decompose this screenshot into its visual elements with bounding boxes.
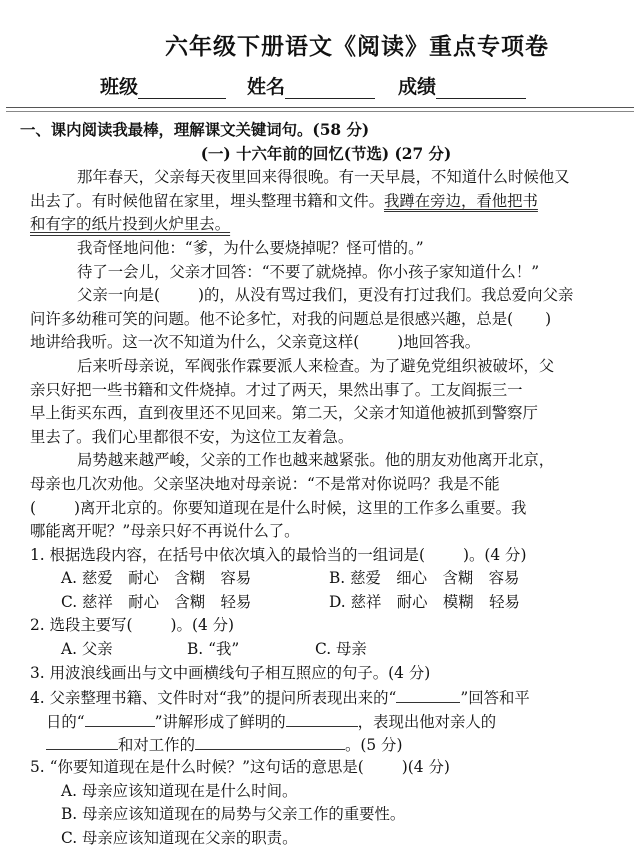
passage-text: 问许多幼稚可笑的问题。他不论多忙，对我的问题总是很感兴趣，总是( xyxy=(30,309,514,328)
passage-line xyxy=(30,497,622,521)
option-b[interactable]: B. 慈爱 细心 含糊 容易 xyxy=(329,569,520,588)
class-label: 班级 xyxy=(100,76,139,98)
score-field xyxy=(398,72,526,99)
passage-line: 亲只好把一些书籍和文件烧掉。才过了两天，果然出事了。工友阎振三一 xyxy=(30,380,523,399)
name-blank[interactable] xyxy=(285,78,375,99)
passage-line xyxy=(30,213,622,237)
question-4-cont xyxy=(30,709,622,733)
question-text: )。(4 分) xyxy=(462,545,527,564)
fill-blank[interactable] xyxy=(85,709,155,727)
question-text: 2. 选段主要写( xyxy=(30,616,133,635)
fill-blank[interactable] xyxy=(46,732,118,750)
question-text: 5. “你要知道现在是什么时候？”这句话的意思是( xyxy=(30,758,364,777)
passage-line: 局势越来越严峻，父亲的工作也越来越紧张。他的朋友劝他离开北京， xyxy=(77,451,555,470)
fill-blank[interactable] xyxy=(195,732,345,750)
passage-line xyxy=(30,284,622,308)
underlined-sentence: 和有字的纸片投到火炉里去。 xyxy=(30,215,231,234)
question-text: 日的“ xyxy=(46,712,85,731)
exam-content xyxy=(20,119,622,850)
question-1 xyxy=(30,544,622,568)
passage-text: ( xyxy=(30,498,37,517)
option-c[interactable]: C. 慈祥 耐心 含糊 轻易 xyxy=(61,592,252,611)
option-b[interactable]: B. “我” xyxy=(187,640,240,659)
question-text: )(4 分) xyxy=(401,758,450,777)
passage-text: )离开北京的。你要知道现在是什么时候，这里的工作多么重要。我 xyxy=(74,498,527,517)
option-c[interactable]: C. 母亲 xyxy=(315,640,367,659)
name-field xyxy=(247,72,375,99)
passage-line xyxy=(30,190,622,214)
passage-line xyxy=(30,331,622,355)
question-text: )。(4 分) xyxy=(170,616,235,635)
option-a[interactable]: A. 父亲 xyxy=(61,640,113,659)
option-c[interactable]: C. 母亲应该知道现在父亲的职责。 xyxy=(61,828,298,847)
underlined-sentence: 我蹲在旁边，看他把书 xyxy=(384,191,538,210)
score-blank[interactable] xyxy=(436,78,526,99)
option-d[interactable]: D. 慈祥 耐心 模糊 轻易 xyxy=(329,592,520,611)
question-2 xyxy=(30,614,622,638)
passage-text: ) xyxy=(545,309,552,328)
header-divider xyxy=(6,107,634,108)
passage-line: 待了一会儿，父亲才回答：“不要了就烧掉。你小孩子家知道什么！” xyxy=(77,262,540,281)
option-a[interactable]: A. 慈爱 耐心 含糊 容易 xyxy=(61,569,252,588)
class-blank[interactable] xyxy=(138,78,226,99)
question-2-options xyxy=(30,638,622,662)
passage-text: )地回答我。 xyxy=(397,333,481,352)
score-label: 成绩 xyxy=(398,76,437,98)
passage-line: 母亲也几次劝他。父亲坚决地对母亲说：“不是常对你说吗？我是不能 xyxy=(30,474,500,493)
question-text: ”回答和平 xyxy=(460,689,530,708)
section-heading: 一、课内阅读我最棒，理解课文关键词句。(58 分) xyxy=(20,121,370,139)
passage-line xyxy=(30,308,622,332)
passage-text: )的，从没有骂过我们，更没有打过我们。我总爱向父亲 xyxy=(197,286,574,305)
question-5 xyxy=(30,756,622,780)
option-b[interactable]: B. 母亲应该知道现在的局势与父亲工作的重要性。 xyxy=(61,805,406,824)
question-4-cont xyxy=(30,732,622,756)
passage-text: 出去了。有时候他留在家里，埋头整理书籍和文件。 xyxy=(30,191,384,210)
question-3: 3. 用波浪线画出与文中画横线句子相互照应的句子。(4 分) xyxy=(30,663,431,682)
passage-text: 地讲给我听。这一次不知道为什么，父亲竟这样( xyxy=(30,333,360,352)
passage-line: 里去了。我们心里都很不安，为这位工友着急。 xyxy=(30,427,354,446)
header-divider-thin xyxy=(6,111,634,112)
question-text: 和对工作的 xyxy=(118,736,195,755)
question-4 xyxy=(30,685,622,709)
fill-blank[interactable] xyxy=(396,685,460,703)
passage-line: 哪能离开呢？”母亲只好不再说什么了。 xyxy=(30,522,300,541)
question-text: ”讲解形成了鲜明的 xyxy=(154,712,286,731)
passage-text: 父亲一向是( xyxy=(77,286,160,305)
question-text: 。(5 分) xyxy=(344,736,403,755)
page-title: 六年级下册语文《阅读》重点专项卷 xyxy=(165,33,549,60)
passage-line: 那年春天，父亲每天夜里回来得很晚。有一天早晨，不知道什么时候他又 xyxy=(77,168,570,187)
question-text: ，表现出他对亲人的 xyxy=(357,712,497,731)
question-text: 1. 根据选段内容，在括号中依次填入的最恰当的一组词是( xyxy=(30,545,425,564)
question-text: 4. 父亲整理书籍、文件时对“我”的提问所表现出来的“ xyxy=(30,689,397,708)
question-1-options xyxy=(30,591,622,615)
passage-line: 早上街买东西，直到夜里还不见回来。第二天，父亲才知道他被抓到警察厅 xyxy=(30,404,538,423)
question-1-options xyxy=(30,567,622,591)
name-label: 姓名 xyxy=(247,76,286,98)
passage-line: 我奇怪地问他：“爹，为什么要烧掉呢？怪可惜的。” xyxy=(77,238,424,257)
passage-title: (一) 十六年前的回忆(节选) (27 分) xyxy=(200,144,452,163)
class-field xyxy=(100,72,226,99)
passage-line: 后来听母亲说，军阀张作霖要派人来检查。为了避免党组织被破坏，父 xyxy=(77,356,555,375)
option-a[interactable]: A. 母亲应该知道现在是什么时间。 xyxy=(61,781,298,800)
fill-blank[interactable] xyxy=(286,709,358,727)
